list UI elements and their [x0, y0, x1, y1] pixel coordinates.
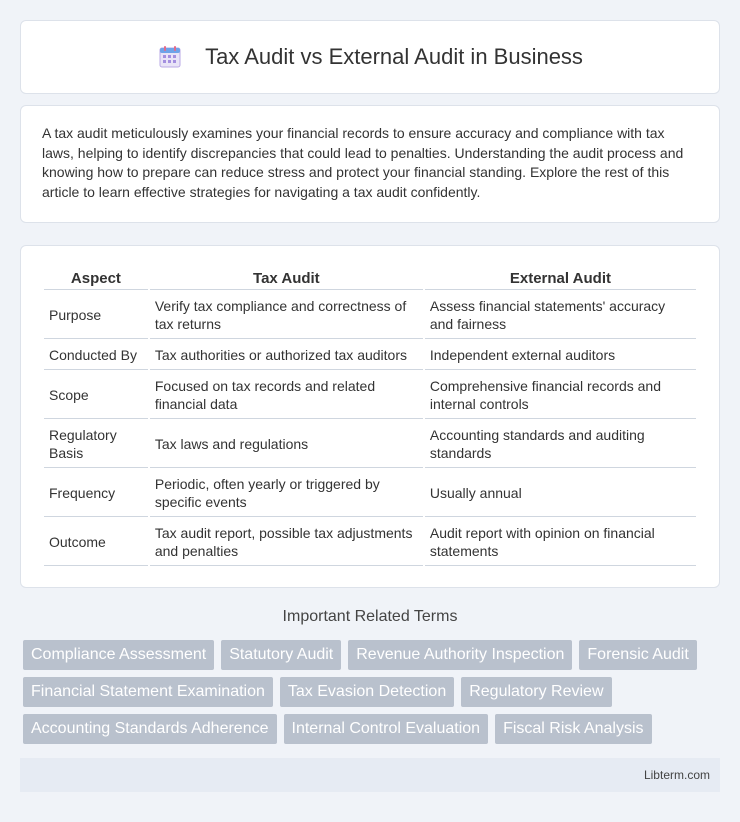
- tag-accounting-standards-adherence[interactable]: Accounting Standards Adherence: [23, 714, 277, 744]
- header-external-audit: External Audit: [425, 268, 696, 290]
- cell-tax-audit: Tax authorities or authorized tax auditors: [150, 341, 423, 370]
- cell-external-audit: Accounting standards and auditing standards: [425, 421, 696, 468]
- tag-forensic-audit[interactable]: Forensic Audit: [579, 640, 696, 670]
- comparison-card: [20, 245, 720, 588]
- cell-aspect: Frequency: [44, 470, 148, 517]
- table-row: [44, 341, 696, 370]
- footer-site-link[interactable]: Libterm.com: [643, 768, 710, 782]
- cell-tax-audit: Periodic, often yearly or triggered by specific events: [150, 470, 423, 517]
- page-title: Tax Audit vs External Audit in Business: [205, 44, 583, 69]
- table-row: [44, 292, 696, 339]
- cell-external-audit: Independent external auditors: [425, 341, 696, 370]
- table-row: [44, 470, 696, 517]
- table-row: [44, 421, 696, 468]
- table-row: [44, 372, 696, 419]
- comparison-table: [42, 266, 698, 568]
- tag-financial-statement-examination[interactable]: Financial Statement Examination: [23, 677, 273, 707]
- header-aspect: Aspect: [44, 268, 148, 290]
- cell-aspect: Scope: [44, 372, 148, 419]
- cell-external-audit: Comprehensive financial records and internal controls: [425, 372, 696, 419]
- footer: [20, 758, 720, 792]
- cell-tax-audit: Verify tax compliance and correctness of tax returns: [150, 292, 423, 339]
- related-terms-list: [23, 640, 723, 751]
- tag-statutory-audit[interactable]: Statutory Audit: [221, 640, 341, 670]
- intro-card: [20, 105, 720, 223]
- tag-compliance-assessment[interactable]: Compliance Assessment: [23, 640, 214, 670]
- cell-aspect: Regulatory Basis: [44, 421, 148, 468]
- tag-revenue-authority-inspection[interactable]: Revenue Authority Inspection: [348, 640, 572, 670]
- cell-external-audit: Assess financial statements' accuracy and fairness: [425, 292, 696, 339]
- header-tax-audit: Tax Audit: [150, 268, 423, 290]
- tag-tax-evasion-detection[interactable]: Tax Evasion Detection: [280, 677, 454, 707]
- calendar-icon: [157, 44, 183, 70]
- cell-tax-audit: Tax laws and regulations: [150, 421, 423, 468]
- cell-tax-audit: Tax audit report, possible tax adjustments and penalties: [150, 519, 423, 566]
- cell-aspect: Conducted By: [44, 341, 148, 370]
- cell-tax-audit: Focused on tax records and related financial data: [150, 372, 423, 419]
- tag-fiscal-risk-analysis[interactable]: Fiscal Risk Analysis: [495, 714, 651, 744]
- cell-external-audit: Usually annual: [425, 470, 696, 517]
- tag-regulatory-review[interactable]: Regulatory Review: [461, 677, 611, 707]
- intro-text: A tax audit meticulously examines your financial records to ensure accuracy and compliance with tax laws, helping to identify discrepancies that could lead to penalties. Understanding the audit process and knowing how to prepare can reduce stress and protect your financial standing. Explore the rest of this article to learn effective strategies for navigating a tax audit confidently.: [42, 125, 684, 200]
- tag-internal-control-evaluation[interactable]: Internal Control Evaluation: [284, 714, 489, 744]
- table-row: [44, 519, 696, 566]
- cell-aspect: Outcome: [44, 519, 148, 566]
- title-card: [20, 20, 720, 94]
- related-terms-title: Important Related Terms: [282, 608, 458, 625]
- cell-aspect: Purpose: [44, 292, 148, 339]
- cell-external-audit: Audit report with opinion on financial statements: [425, 519, 696, 566]
